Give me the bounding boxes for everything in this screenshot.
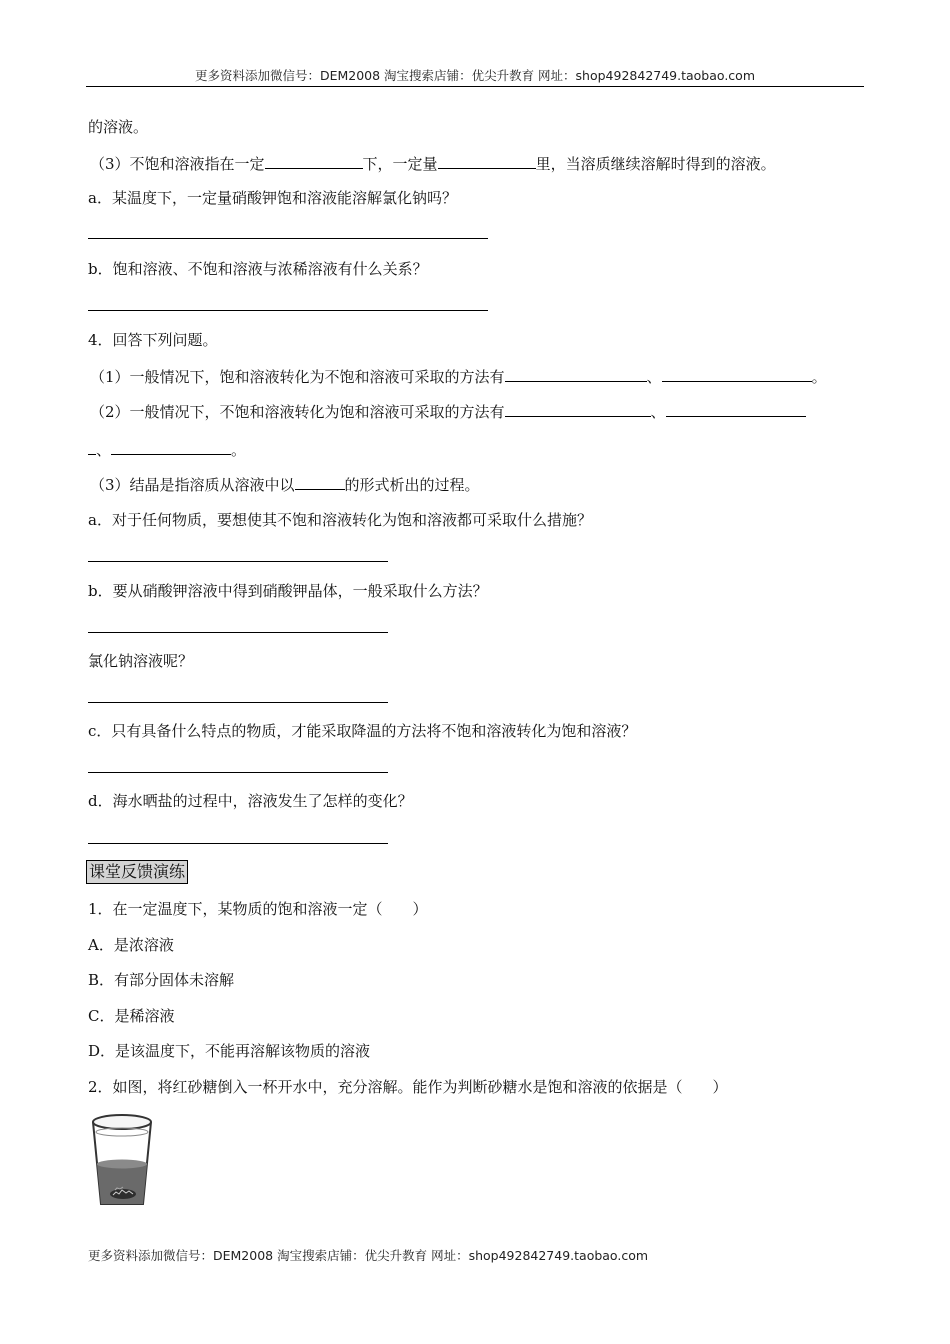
page-footer: 更多资料添加微信号：DEM2008 淘宝搜索店铺：优尖升教育 网址：shop492842749.taobao.com xyxy=(88,1248,649,1263)
text-segment: 。 xyxy=(231,441,247,459)
section-title: 课堂反馈演练 xyxy=(86,860,188,884)
answer-line[interactable] xyxy=(88,702,388,703)
text-segment: （1）一般情况下，饱和溶液转化为不饱和溶液可采取的方法有 xyxy=(90,368,505,386)
subquestion-b-2: 氯化钠溶液呢？ xyxy=(88,652,194,670)
fill-blank[interactable] xyxy=(88,439,96,455)
fill-blank[interactable] xyxy=(111,439,231,455)
fill-blank[interactable] xyxy=(438,153,536,169)
fill-blank[interactable] xyxy=(662,366,812,382)
subquestion-b: b．要从硝酸钾溶液中得到硝酸钾晶体，一般采取什么方法？ xyxy=(88,582,488,600)
text-segment: （3）不饱和溶液指在一定 xyxy=(90,155,265,173)
q1-option-d[interactable]: D．是该温度下，不能再溶解该物质的溶液 xyxy=(88,1042,371,1060)
subquestion-a: a．对于任何物质，要想使其不饱和溶液转化为饱和溶液都可采取什么措施？ xyxy=(88,511,592,529)
answer-line[interactable] xyxy=(88,561,388,562)
question-4-1 xyxy=(90,366,827,387)
q1-option-a[interactable]: A．是浓溶液 xyxy=(88,936,174,954)
page-header: 更多资料添加微信号：DEM2008 淘宝搜索店铺：优尖升教育 网址：shop492842749.taobao.com xyxy=(86,66,864,87)
text-segment: 、 xyxy=(96,441,112,459)
q2-stem: 2．如图，将红砂糖倒入一杯开水中，充分溶解。能作为判断砂糖水是饱和溶液的依据是（ ） xyxy=(88,1078,728,1096)
fill-blank[interactable] xyxy=(505,401,651,417)
question-4: 4．回答下列问题。 xyxy=(88,331,218,349)
text-segment: 。 xyxy=(811,368,827,386)
question-4-2 xyxy=(90,401,806,422)
fill-blank[interactable] xyxy=(295,474,345,490)
q1-stem: 1．在一定温度下，某物质的饱和溶液一定（ ） xyxy=(88,900,428,918)
q1-option-b[interactable]: B．有部分固体未溶解 xyxy=(88,971,235,989)
answer-line[interactable] xyxy=(88,632,388,633)
q1-option-c[interactable]: C．是稀溶液 xyxy=(88,1007,175,1025)
answer-line[interactable] xyxy=(88,772,388,773)
text-segment: 里，当溶质继续溶解时得到的溶液。 xyxy=(535,155,776,173)
subquestion-a: a．某温度下，一定量硝酸钾饱和溶液能溶解氯化钠吗？ xyxy=(88,189,457,207)
text-segment: 的形式析出的过程。 xyxy=(344,476,480,494)
question-3-3 xyxy=(90,153,776,174)
fill-blank[interactable] xyxy=(505,366,647,382)
text-line: 的溶液。 xyxy=(88,118,149,136)
text-segment: 下，一定量 xyxy=(362,155,438,173)
subquestion-d: d．海水晒盐的过程中，溶液发生了怎样的变化？ xyxy=(88,792,413,810)
answer-line[interactable] xyxy=(88,238,488,239)
fill-blank[interactable] xyxy=(666,401,806,417)
subquestion-c: c．只有具备什么特点的物质，才能采取降温的方法将不饱和溶液转化为饱和溶液？ xyxy=(88,722,637,740)
beaker-figure xyxy=(86,1110,158,1210)
question-4-3 xyxy=(90,474,480,495)
subquestion-b: b．饱和溶液、不饱和溶液与浓稀溶液有什么关系？ xyxy=(88,260,428,278)
text-segment: （2）一般情况下，不饱和溶液转化为饱和溶液可采取的方法有 xyxy=(90,403,505,421)
answer-line[interactable] xyxy=(88,843,388,844)
question-4-2-cont xyxy=(88,439,246,460)
text-segment: （3）结晶是指溶质从溶液中以 xyxy=(90,476,295,494)
text-segment: 、 xyxy=(650,403,666,421)
answer-line[interactable] xyxy=(88,310,488,311)
text-segment: 、 xyxy=(646,368,662,386)
fill-blank[interactable] xyxy=(265,153,363,169)
